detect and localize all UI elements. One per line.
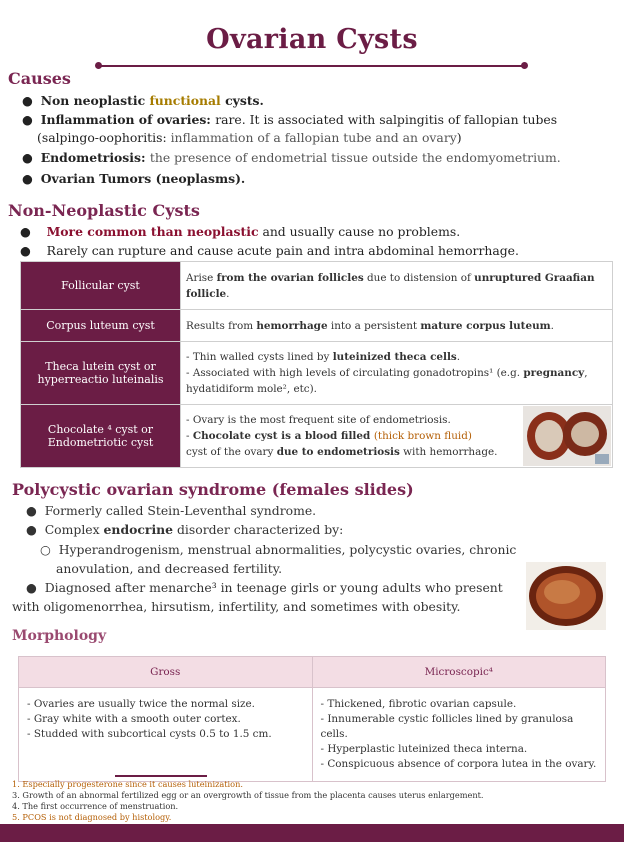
list-item: ● Inflammation of ovaries: rare. It is associated with salpingitis of fallopian tubes <box>22 112 558 127</box>
footnote-divider <box>115 775 207 777</box>
nonneo-heading: Non-Neoplastic Cysts <box>8 201 200 220</box>
list-item-cont: (salpingo-oophoritis: inflammation of a fallopian tube and an ovary) <box>37 130 462 145</box>
micro-header: Microscopic⁴ <box>312 657 606 688</box>
list-item: ● More common than neoplastic and usually cause no problems. <box>20 224 461 239</box>
table-header-row <box>19 657 606 688</box>
pcos-ovary-image <box>526 562 606 630</box>
list-item: ● Formerly called Stein-Leventhal syndrome. <box>26 503 317 518</box>
list-item-cont: with oligomenorrhea, hirsutism, infertility, and sometimes with obesity. <box>12 599 461 614</box>
table-row <box>21 405 613 468</box>
divider-dot <box>95 62 102 69</box>
list-item: ● Complex endocrine disorder characterized by: <box>26 522 344 537</box>
footnote: 4. The first occurrence of menstruation. <box>12 801 179 811</box>
list-item: ● Diagnosed after menarche³ in teenage girls or young adults who present <box>26 580 503 595</box>
list-item: ● Ovarian Tumors (neoplasms). <box>22 171 246 186</box>
row-desc: Results from hemorrhage into a persistent mature corpus luteum. <box>181 310 613 342</box>
list-item: ● Non neoplastic functional cysts. <box>22 93 264 108</box>
pcos-heading: Polycystic ovarian syndrome (females slides) <box>12 480 414 499</box>
table-row <box>21 342 613 405</box>
micro-cell: - Thickened, fibrotic ovarian capsule. - Innumerable cystic follicles lined by granulosa cells. - Hyperplastic luteinized theca interna. - Conspicuous absence of corpora lutea in the ovary. <box>312 688 606 782</box>
row-desc: - Ovary is the most frequent site of endometriosis. - Chocolate cyst is a blood filled (thick brown fluid) cyst of the ovary due to endometriosis with hemorrhage. <box>181 405 613 468</box>
causes-heading: Causes <box>8 69 71 88</box>
morph-heading: Morphology <box>12 628 107 644</box>
footer-bar <box>0 824 624 842</box>
divider-dot <box>521 62 528 69</box>
row-desc: - Thin walled cysts lined by luteinized theca cells. - Associated with high levels of circulating gonadotropins¹ (e.g. pregnancy, hydatidiform mole², etc). <box>181 342 613 405</box>
row-desc: Arise from the ovarian follicles due to distension of unruptured Graafian follicle. <box>181 262 613 310</box>
table-row <box>21 262 613 310</box>
list-item: ● Endometriosis: the presence of endometrial tissue outside the endomyometrium. <box>22 150 561 165</box>
gross-header: Gross <box>19 657 313 688</box>
chocolate-cyst-image <box>523 406 611 466</box>
title-divider <box>97 65 525 67</box>
page-title: Ovarian Cysts <box>206 24 418 55</box>
footnote: 3. Growth of an abnormal fertilized egg or an overgrowth of tissue from the placenta causes uterus enlargement. <box>12 790 484 800</box>
list-item: ● Rarely can rupture and cause acute pain and intra abdominal hemorrhage. <box>20 243 519 258</box>
gross-cell: - Ovaries are usually twice the normal size. - Gray white with a smooth outer cortex. - Studded with subcortical cysts 0.5 to 1.5 cm. <box>19 688 313 782</box>
sub-list-item: ○ Hyperandrogenism, menstrual abnormalities, polycystic ovaries, chronic <box>40 542 517 557</box>
footnote: 1. Especially progesterone since it causes luteinization. <box>12 779 243 789</box>
nonneo-table <box>20 261 613 468</box>
table-row <box>19 688 606 782</box>
morphology-table <box>18 656 606 782</box>
footnote: 5. PCOS is not diagnosed by histology. <box>12 812 172 822</box>
row-label: Theca lutein cyst or hyperreactio luteinalis <box>21 342 181 405</box>
sub-list-cont: anovulation, and decreased fertility. <box>56 561 283 576</box>
row-label: Corpus luteum cyst <box>21 310 181 342</box>
row-label: Chocolate ⁴ cyst or Endometriotic cyst <box>21 405 181 468</box>
table-row <box>21 310 613 342</box>
row-label: Follicular cyst <box>21 262 181 310</box>
